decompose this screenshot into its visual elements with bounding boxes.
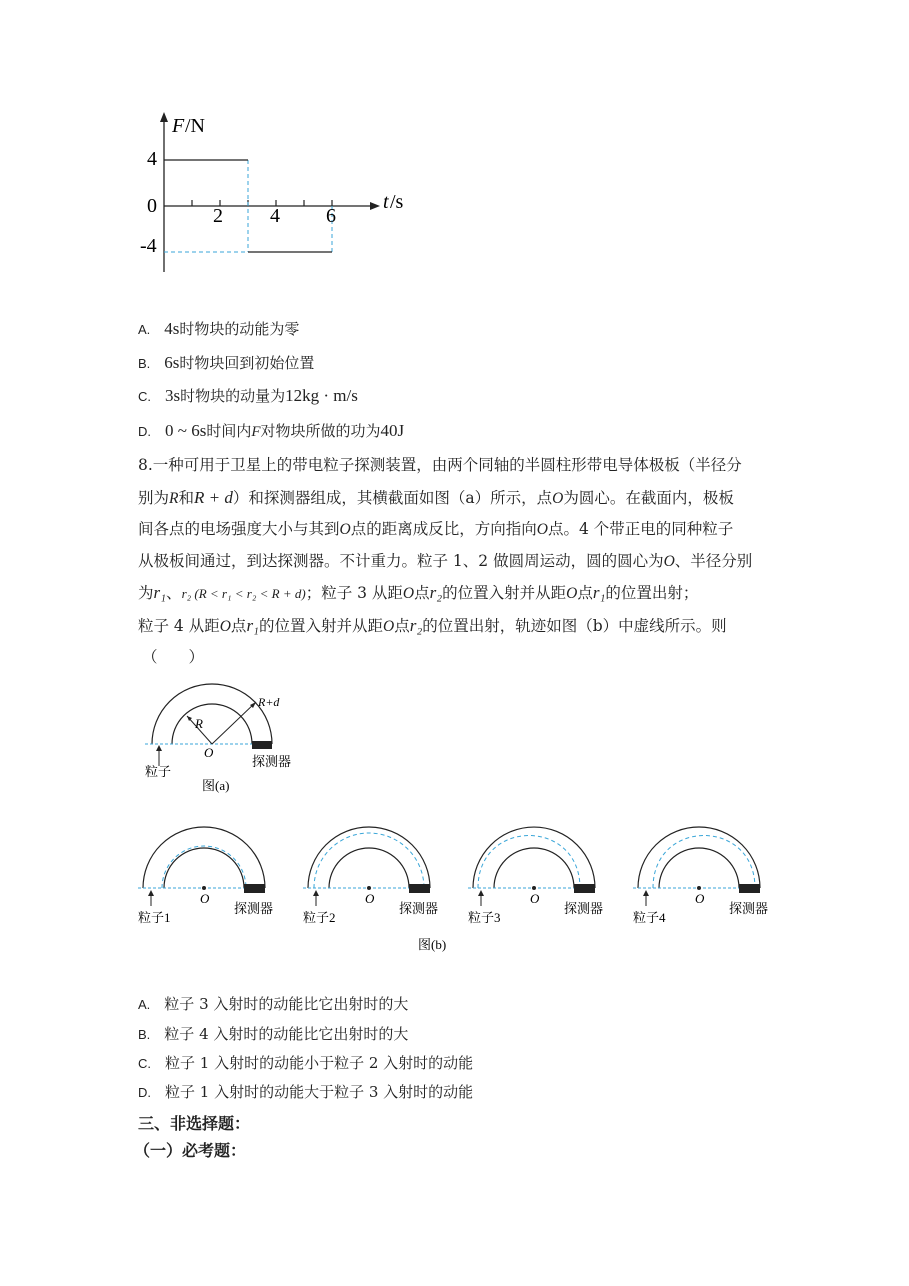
- particle-label: 粒子4: [633, 910, 666, 925]
- inner-plate: [659, 848, 739, 888]
- q7-option-b[interactable]: B. 6s时物块回到初始位置: [138, 353, 315, 372]
- entry-arrow-head: [148, 890, 154, 896]
- outer-plate: [638, 827, 760, 888]
- center-point: [532, 886, 536, 890]
- x-tick-6: 6: [326, 205, 336, 227]
- q7-option-c[interactable]: C. 3s时物块的动量为12kg · m/s: [138, 386, 358, 405]
- outer-plate: [143, 827, 265, 888]
- center-label-o: O: [695, 891, 705, 906]
- q8-option-c[interactable]: C. 粒子 1 入射时的动能小于粒子 2 入射时的动能: [138, 1054, 474, 1072]
- entry-arrow-head: [643, 890, 649, 896]
- x-axis-label-unit: /s: [390, 191, 404, 213]
- center-label-o: O: [530, 891, 540, 906]
- particle-trajectory: [162, 846, 246, 888]
- detector-block: [574, 884, 595, 893]
- x-axis-arrow: [370, 202, 380, 210]
- q8-answer-paren: （ ）: [142, 648, 205, 666]
- detector-block: [739, 884, 760, 893]
- detector-label: 探测器: [399, 901, 439, 916]
- q8-option-a[interactable]: A. 粒子 3 入射时的动能比它出射时的大: [138, 995, 409, 1013]
- detector-label: 探测器: [564, 901, 604, 916]
- q7-option-a[interactable]: A. 4s时物块的动能为零: [138, 319, 300, 338]
- force-time-graph: [130, 100, 430, 280]
- y-axis-label-unit: /N: [185, 115, 205, 137]
- center-label-o: O: [200, 891, 210, 906]
- q8-option-d[interactable]: D. 粒子 1 入射时的动能大于粒子 3 入射时的动能: [138, 1083, 474, 1101]
- svg-text:图(a): 图(a): [202, 778, 230, 793]
- figure-a: [140, 680, 310, 795]
- center-label-o: O: [365, 891, 375, 906]
- svg-text:R: R: [195, 716, 203, 731]
- svg-text:O: O: [204, 745, 214, 760]
- q7-option-d[interactable]: D. 0 ~ 6s时间内F对物块所做的功为40J: [138, 421, 405, 440]
- svg-text:R+d: R+d: [258, 695, 280, 709]
- svg-text:探测器: 探测器: [252, 754, 292, 769]
- svg-text:粒子: 粒子: [145, 764, 172, 779]
- y-axis-arrow: [160, 112, 168, 122]
- y-axis-label-var: F: [172, 115, 185, 137]
- y-tick-0: 0: [147, 195, 157, 217]
- figure-b-panel-2: [303, 827, 438, 925]
- q8-option-b[interactable]: B. 粒子 4 入射时的动能比它出射时的大: [138, 1025, 409, 1043]
- q8-line-4: 从极板间通过，到达探测器。不计重力。粒子 1、2 做圆周运动，圆的圆心为O、半径分别: [138, 551, 753, 570]
- detector-block: [409, 884, 430, 893]
- x-tick-4: 4: [270, 205, 280, 227]
- detector-block: [252, 741, 272, 749]
- entry-arrow-head: [478, 890, 484, 896]
- section-title: 三、非选择题：: [138, 1114, 251, 1133]
- inner-plate: [329, 848, 409, 888]
- detector-block: [244, 884, 265, 893]
- center-point: [202, 886, 206, 890]
- figure-b-panel-3: [468, 827, 603, 925]
- x-tick-2: 2: [213, 205, 223, 227]
- particle-label: 粒子2: [303, 910, 336, 925]
- figure-b-panel-4: [633, 827, 768, 925]
- section-subtitle: （一）必考题：: [134, 1141, 247, 1160]
- outer-plate: [308, 827, 430, 888]
- particle-label: 粒子1: [138, 910, 171, 925]
- q8-line-2: 别为R和R + d）和探测器组成，其横截面如图（a）所示，点O为圆心。在截面内，极板: [138, 487, 734, 507]
- q8-line-1: 8.一种可用于卫星上的带电粒子探测装置，由两个同轴的半圆柱形带电导体极板（半径分: [138, 456, 742, 474]
- figure-b-panel-1: [138, 827, 273, 925]
- svg-text:图(b): 图(b): [418, 937, 447, 952]
- center-point: [367, 886, 371, 890]
- q8-line-5: 为r₁、r₂ (R < r₁ < r₂ < R + d)；粒子 3 从距O点r₂的位置入射并从距O点r₁的位置出射；: [138, 583, 699, 602]
- entry-arrow-head: [313, 890, 319, 896]
- center-point: [697, 886, 701, 890]
- q8-line-6: 粒子 4 从距O点r₁的位置入射并从距O点r₂的位置出射，轨迹如图（b）中虚线所示。则: [138, 615, 727, 635]
- inner-plate: [164, 848, 244, 888]
- q8-line-3: 间各点的电场强度大小与其到O点的距离成反比，方向指向O点。4 个带正电的同种粒子: [138, 520, 734, 538]
- x-axis-label-var: t: [383, 191, 389, 213]
- particle-label: 粒子3: [468, 910, 501, 925]
- detector-label: 探测器: [234, 901, 274, 916]
- inner-plate: [494, 848, 574, 888]
- figure-b: [138, 820, 778, 960]
- detector-label: 探测器: [729, 901, 769, 916]
- q8-stem: [138, 450, 778, 674]
- y-tick-neg4: -4: [140, 235, 157, 257]
- y-tick-4: 4: [147, 148, 157, 170]
